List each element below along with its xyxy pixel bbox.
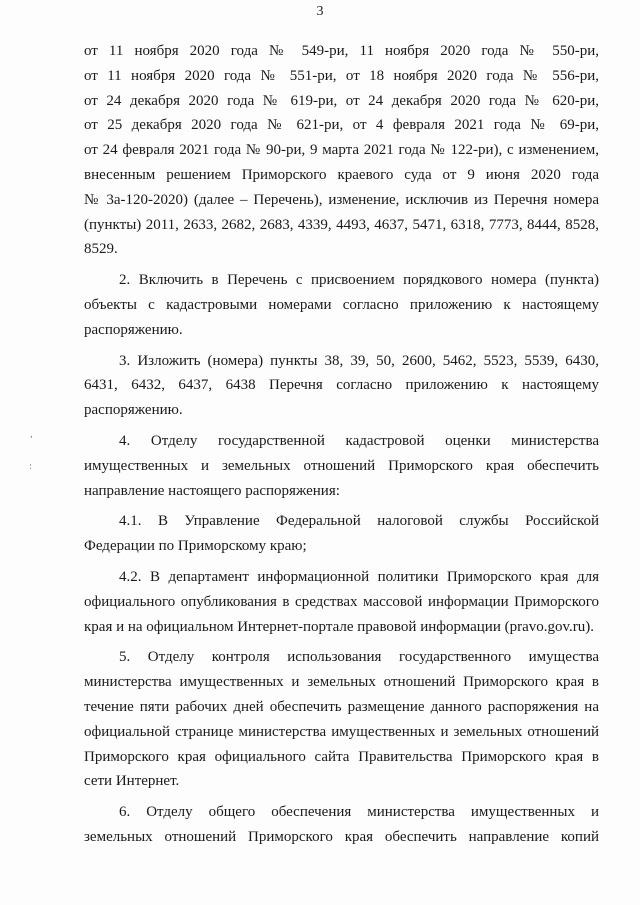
text-line: имущественных и земельных отношений Приморского края обеспечить <box>84 457 599 474</box>
text-line: края и на официальном Интернет-портале правовой информации (pravo.gov.ru). <box>84 618 595 635</box>
text-line: 3. Изложить (номера) пункты 38, 39, 50, 2600, 5462, 5523, 5539, 6430, <box>119 352 599 369</box>
text-line: 5. Отделу контроля использования государственного имущества <box>119 649 599 666</box>
text-line: от 11 ноября 2020 года № 549-ри, 11 ноября 2020 года № 550-ри, <box>84 43 599 59</box>
text-line: официального опубликования в средствах массовой информации Приморского <box>84 593 599 610</box>
text-line: сети Интернет. <box>84 773 180 790</box>
text-line: объекты с кадастровыми номерами согласно приложению к настоящему <box>84 296 599 313</box>
text-line: официальной странице министерства имущественных и земельных отношений <box>84 723 599 740</box>
text-line: министерства имущественных и земельных отношений Приморского края в <box>84 674 599 691</box>
text-line: 4.1. В Управление Федеральной налоговой службы Российской <box>119 513 599 530</box>
text-line: (пункты) 2011, 2633, 2682, 2683, 4339, 4493, 4637, 5471, 6318, 7773, 8444, 8528, <box>84 216 599 233</box>
paragraph-3 <box>84 349 599 423</box>
text-line: 8529. <box>84 241 118 258</box>
text-line: № 3а-120-2020) (далее – Перечень), изменение, исключив из Перечня номера <box>84 191 599 208</box>
paragraph-2 <box>84 268 599 342</box>
paragraph-5 <box>84 645 599 794</box>
document-body <box>84 39 599 850</box>
paragraph-4 <box>84 429 599 503</box>
paragraph-4-1 <box>84 509 599 559</box>
text-line: земельных отношений Приморского края обеспечить направление копий <box>84 828 599 845</box>
text-line: 2. Включить в Перечень с присвоением порядкового номера (пункта) <box>119 272 599 289</box>
text-line: 6431, 6432, 6437, 6438 Перечня согласно приложению к настоящему <box>84 377 599 394</box>
text-line: от 24 декабря 2020 года № 619-ри, от 24 декабря 2020 года № 620-ри, <box>84 92 599 109</box>
paragraph-1-continuation <box>84 39 599 262</box>
paragraph-6 <box>84 800 599 850</box>
text-line: от 11 ноября 2020 года № 551-ри, от 18 ноября 2020 года № 556-ри, <box>84 67 599 84</box>
paragraph-4-2 <box>84 565 599 639</box>
text-line: внесенным решением Приморского краевого суда от 9 июня 2020 года <box>84 166 599 183</box>
text-line: Приморского края официального сайта Правительства Приморского края в <box>84 748 599 765</box>
text-line: направление настоящего распоряжения: <box>84 482 340 499</box>
text-line: течение пяти рабочих дней обеспечить размещение данного распоряжения на <box>84 698 599 715</box>
text-line: 6. Отделу общего обеспечения министерства имущественных и <box>119 804 599 821</box>
text-line: Федерации по Приморскому краю; <box>84 538 307 555</box>
text-line: распоряжению. <box>84 402 183 419</box>
scan-artifact-mark: , <box>30 430 33 440</box>
text-line: от 24 февраля 2021 года № 90-ри, 9 марта 2021 года № 122-ри), с изменением, <box>84 142 599 159</box>
text-line: 4.2. В департамент информационной политики Приморского края для <box>119 568 599 585</box>
scan-artifact-mark: : <box>29 462 33 472</box>
text-line: распоряжению. <box>84 321 183 338</box>
text-line: 4. Отделу государственной кадастровой оценки министерства <box>119 432 599 449</box>
text-line: от 25 декабря 2020 года № 621-ри, от 4 февраля 2021 года № 69-ри, <box>84 117 599 134</box>
page-number: 3 <box>316 4 324 19</box>
